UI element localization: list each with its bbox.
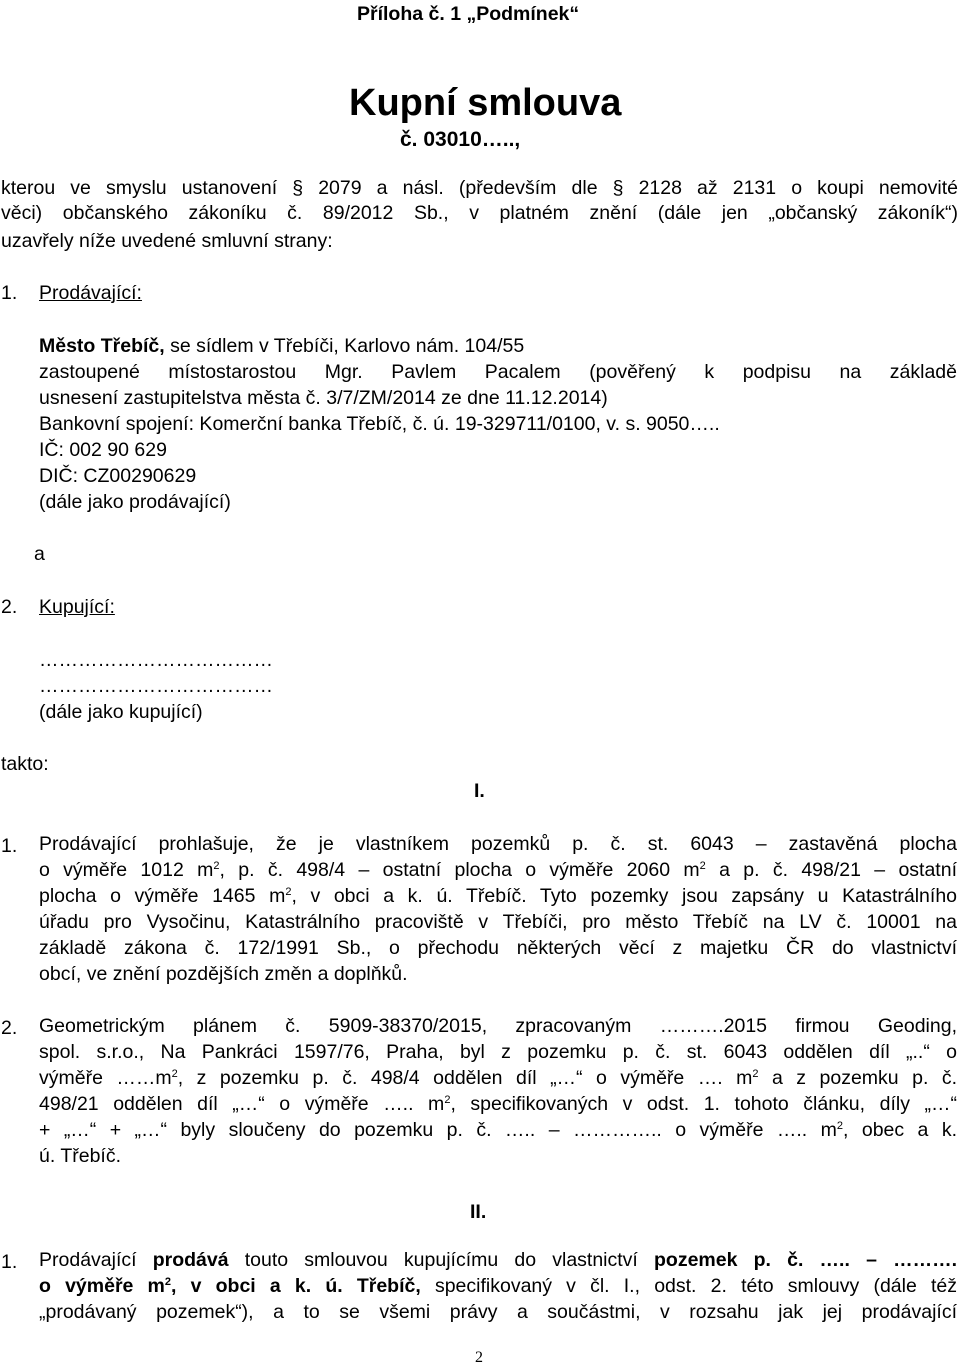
section-1-paragraph-2-number: 2. <box>1 1017 18 1039</box>
s1p2-line-3-a: výměře ……m <box>39 1067 172 1089</box>
s2p1-line-1-a: Prodávající <box>39 1249 153 1271</box>
s2p1-line-1-b: prodává <box>152 1249 229 1271</box>
s1p2-line-4 <box>39 1091 957 1117</box>
intro-line-3: uzavřely níže uvedené smluvní strany: <box>1 230 333 252</box>
seller-representative-2: usnesení zastupitelstva města č. 3/7/ZM/2014 ze dne 11.12.2014) <box>39 387 608 409</box>
s1p2-line-3-b: , z pozemku p. č. 498/4 oddělen díl „…“ o výměře …. m <box>177 1067 753 1089</box>
s2p1-line-2 <box>39 1273 957 1299</box>
seller-alias: (dále jako prodávající) <box>39 491 231 513</box>
page-number: 2 <box>475 1349 483 1366</box>
conjunction-and: a <box>34 543 45 565</box>
s1p2-line-4-a: 498/21 oddělen díl „…“ o výměře ….. m <box>39 1093 445 1115</box>
section-1-paragraph-1-number: 1. <box>1 835 18 857</box>
s2p1-line-1-c: touto smlouvou kupujícímu do vlastnictví <box>228 1249 655 1271</box>
buyer-heading: Kupující: <box>39 596 115 618</box>
buyer-alias: (dále jako kupující) <box>39 701 203 723</box>
s1p1-line-3 <box>39 883 957 909</box>
s1p1-line-1: Prodávající prohlašuje, že je vlastníkem pozemků p. č. st. 6043 – zastavěná plocha <box>39 833 957 855</box>
s1p2-line-3-c: a z pozemku p. č. <box>758 1067 958 1089</box>
s1p1-line-5: základě zákona č. 172/1991 Sb., o přechodu některých věcí z majetku ČR do vlastnictví <box>39 937 957 959</box>
section-2-paragraph-1-number: 1. <box>1 1251 18 1273</box>
seller-name-line <box>39 333 524 359</box>
seller-dic: DIČ: CZ00290629 <box>39 465 197 487</box>
seller-ic: IČ: 002 90 629 <box>39 439 167 461</box>
s1p2-line-5-a: + „…“ + „…“ byly sloučeny do pozemku p. č. ….. – ………….. o výměře ….. m <box>39 1119 837 1141</box>
seller-address: se sídlem v Třebíči, Karlovo nám. 104/55 <box>164 335 525 357</box>
intro-line-2: věci) občanského zákoníku č. 89/2012 Sb., v platném znění (dále jen „občanský zákoník“) <box>1 202 958 224</box>
s1p1-line-6: obcí, ve znění pozdějších změn a doplňků. <box>39 963 408 985</box>
s2p1-line-2-b: , v obci a k. ú. Třebíč, <box>171 1275 421 1297</box>
s1p1-line-2 <box>39 857 957 883</box>
section-2-heading: II. <box>470 1201 487 1223</box>
superscript-2: 2 <box>171 1068 178 1080</box>
s1p2-line-5 <box>39 1117 957 1143</box>
s1p1-line-2-b: , p. č. 498/4 – ostatní plocha o výměře 2060 m <box>219 859 700 881</box>
takto-label: takto: <box>1 753 49 775</box>
superscript-2: 2 <box>285 886 292 898</box>
s1p1-line-2-c: a p. č. 498/21 – ostatní <box>705 859 957 881</box>
attachment-header: Příloha č. 1 „Podmínek“ <box>357 3 580 25</box>
superscript-2: 2 <box>699 860 706 872</box>
document-title: Kupní smlouva <box>349 82 622 124</box>
seller-heading: Prodávající: <box>39 282 142 304</box>
superscript-2: 2 <box>213 860 220 872</box>
s2p1-line-2-c: specifikovaný v čl. I., odst. 2. této smlouvy (dále též <box>420 1275 957 1297</box>
s2p1-line-2-a: o výměře m <box>39 1275 165 1297</box>
buyer-blank-1: ……………………………… <box>39 649 273 671</box>
seller-bank: Bankovní spojení: Komerční banka Třebíč, č. ú. 19-329711/0100, v. s. 9050….. <box>39 413 720 435</box>
s1p1-line-4: úřadu pro Vysočinu, Katastrálního pracoviště v Třebíči, pro město Třebíč na LV č. 10001 na <box>39 911 957 933</box>
superscript-2: 2 <box>164 1276 172 1288</box>
superscript-2: 2 <box>444 1094 451 1106</box>
s1p2-line-2: spol. s.r.o., Na Pankráci 1597/76, Praha, byl z pozemku p. č. st. 6043 oddělen díl „..“ o <box>39 1041 957 1063</box>
s1p1-line-3-b: , v obci a k. ú. Třebíč. Tyto pozemky jsou zapsány u Katastrálního <box>291 885 958 907</box>
intro-line-1: kterou ve smyslu ustanovení § 2079 a násl. (především dle § 2128 až 2131 o koupi nemovité <box>1 177 958 199</box>
s2p1-line-1-d: pozemek p. č. ….. – ………. <box>654 1249 957 1271</box>
s1p1-line-2-a: o výměře 1012 m <box>39 859 214 881</box>
s1p2-line-1: Geometrickým plánem č. 5909-38370/2015, zpracovaným ……….2015 firmou Geoding, <box>39 1015 957 1037</box>
s1p2-line-4-b: , specifikovaných v odst. 1. tohoto článku, díly „…“ <box>450 1093 957 1115</box>
superscript-2: 2 <box>752 1068 759 1080</box>
buyer-blank-2: ……………………………… <box>39 675 273 697</box>
s2p1-line-1 <box>39 1247 957 1273</box>
seller-number: 1. <box>1 282 18 304</box>
s1p1-line-3-a: plocha o výměře 1465 m <box>39 885 286 907</box>
seller-representative-1: zastoupené místostarostou Mgr. Pavlem Pacalem (pověřený k podpisu na základě <box>39 361 957 383</box>
s1p2-line-5-b: , obec a k. <box>843 1119 958 1141</box>
s2p1-line-3: „prodávaný pozemek“), a to se všemi právy a součástmi, v rozsahu jak jej prodávající <box>39 1301 957 1323</box>
section-1-heading: I. <box>474 780 485 802</box>
s1p2-line-6: ú. Třebíč. <box>39 1145 122 1167</box>
contract-number: č. 03010….., <box>400 128 521 151</box>
s1p2-line-3 <box>39 1065 957 1091</box>
superscript-2: 2 <box>836 1120 843 1132</box>
seller-name: Město Třebíč, <box>39 335 165 357</box>
buyer-number: 2. <box>1 596 18 618</box>
